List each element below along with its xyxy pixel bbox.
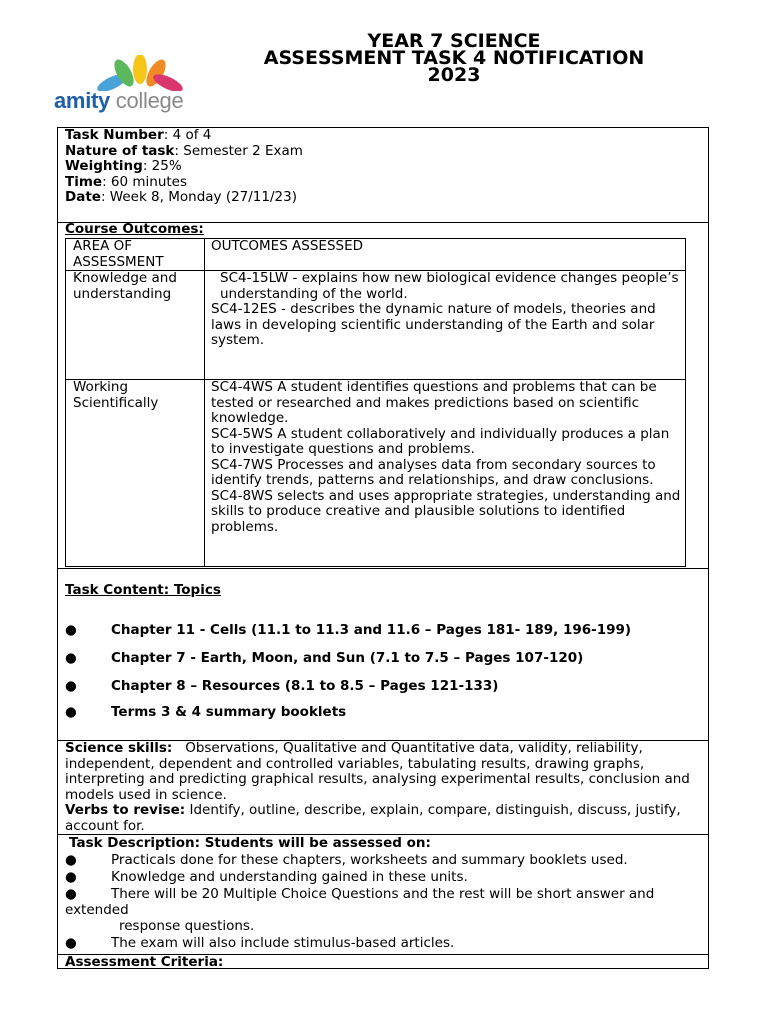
time: Time: 60 minutes: [65, 173, 188, 190]
topic-item: ● Terms 3 & 4 summary booklets: [65, 704, 347, 720]
course-outcomes-heading: Course Outcomes:: [65, 221, 204, 237]
column-divider: [204, 239, 205, 566]
description-item: ● Practicals done for these chapters, worksheets and summary booklets used.: [65, 852, 628, 868]
date: Date: Week 8, Monday (27/11/23): [65, 189, 297, 205]
outcomes-knowledge: [211, 271, 683, 349]
outcome-line: SC4-7WS Processes and analyses data from secondary sources to identify trends, patterns and relationships, and draw conclusions.: [211, 456, 656, 488]
description-continuation: response questions.: [119, 918, 255, 934]
page-title: [200, 30, 708, 86]
task-description: [65, 835, 700, 951]
title-line-3: 2023: [427, 64, 481, 86]
outcomes-header: OUTCOMES ASSESSED: [211, 238, 364, 254]
divider: [58, 568, 708, 569]
description-item: ● Knowledge and understanding gained in these units.: [65, 869, 468, 885]
task-content-heading: Task Content: Topics: [65, 582, 221, 598]
description-item: ● The exam will also include stimulus-based articles.: [65, 935, 455, 951]
task-number: Task Number: 4 of 4: [65, 127, 212, 143]
outcomes-table: [65, 238, 686, 567]
topic-item: ● Chapter 11 - Cells (11.1 to 11.3 and 11.6 – Pages 181- 189, 196-199): [65, 622, 632, 638]
school-logo: [52, 55, 224, 117]
task-info: [65, 128, 700, 206]
outcome-line: SC4-5WS A student collaboratively and individually produces a plan to investigate questions and problems.: [211, 425, 670, 457]
outcomes-working-scientifically: [211, 380, 683, 535]
area-knowledge: Knowledge and understanding: [73, 270, 177, 302]
science-skills: Science skills: Observations, Qualitative and Quantitative data, validity, reliability, independent, dependent and controlled variables, tabulating results, drawing graphs, interpreting and predicting graphical results, analysing experimental results, conclusion and models used in science. Verbs to revise: Identify, outline, describe, explain, compare, distinguish, discuss, justify, account for.: [65, 740, 690, 834]
topic-item: ● Chapter 7 - Earth, Moon, and Sun (7.1 to 7.5 – Pages 107-120): [65, 650, 584, 666]
logo-wordmark: amity college: [54, 88, 184, 113]
area-working-scientifically: Working Scientifically: [73, 379, 159, 411]
notification-table: [57, 127, 709, 969]
outcome-line: SC4-15LW - explains how new biological evidence changes people’s understanding of the world.: [220, 270, 679, 302]
description-item: ● There will be 20 Multiple Choice Questions and the rest will be short answer and extended: [65, 886, 655, 918]
nature-of-task: Nature of task: Semester 2 Exam: [65, 142, 303, 159]
topic-item: ● Chapter 8 – Resources (8.1 to 8.5 – Pages 121-133): [65, 678, 499, 694]
area-header: AREA OF ASSESSMENT: [73, 238, 164, 270]
outcome-line: SC4-4WS A student identifies questions and problems that can be tested or researched and makes predictions based on scientific knowledge.: [211, 379, 657, 426]
title-line-2: ASSESSMENT TASK 4 NOTIFICATION: [263, 47, 645, 69]
task-description-heading: Task Description: Students will be assessed on:: [69, 835, 431, 851]
assessment-criteria-heading: Assessment Criteria:: [65, 954, 224, 970]
title-line-1: YEAR 7 SCIENCE: [367, 30, 541, 52]
weighting: Weighting: 25%: [65, 158, 182, 174]
outcome-line: SC4-12ES - describes the dynamic nature of models, theories and laws in developing scientific understanding of the Earth and solar system.: [211, 301, 656, 348]
flower-logo-icon: [90, 55, 190, 91]
outcome-line: SC4-8WS selects and uses appropriate strategies, understanding and skills to produce creative and plausible solutions to identified problems.: [211, 487, 681, 535]
